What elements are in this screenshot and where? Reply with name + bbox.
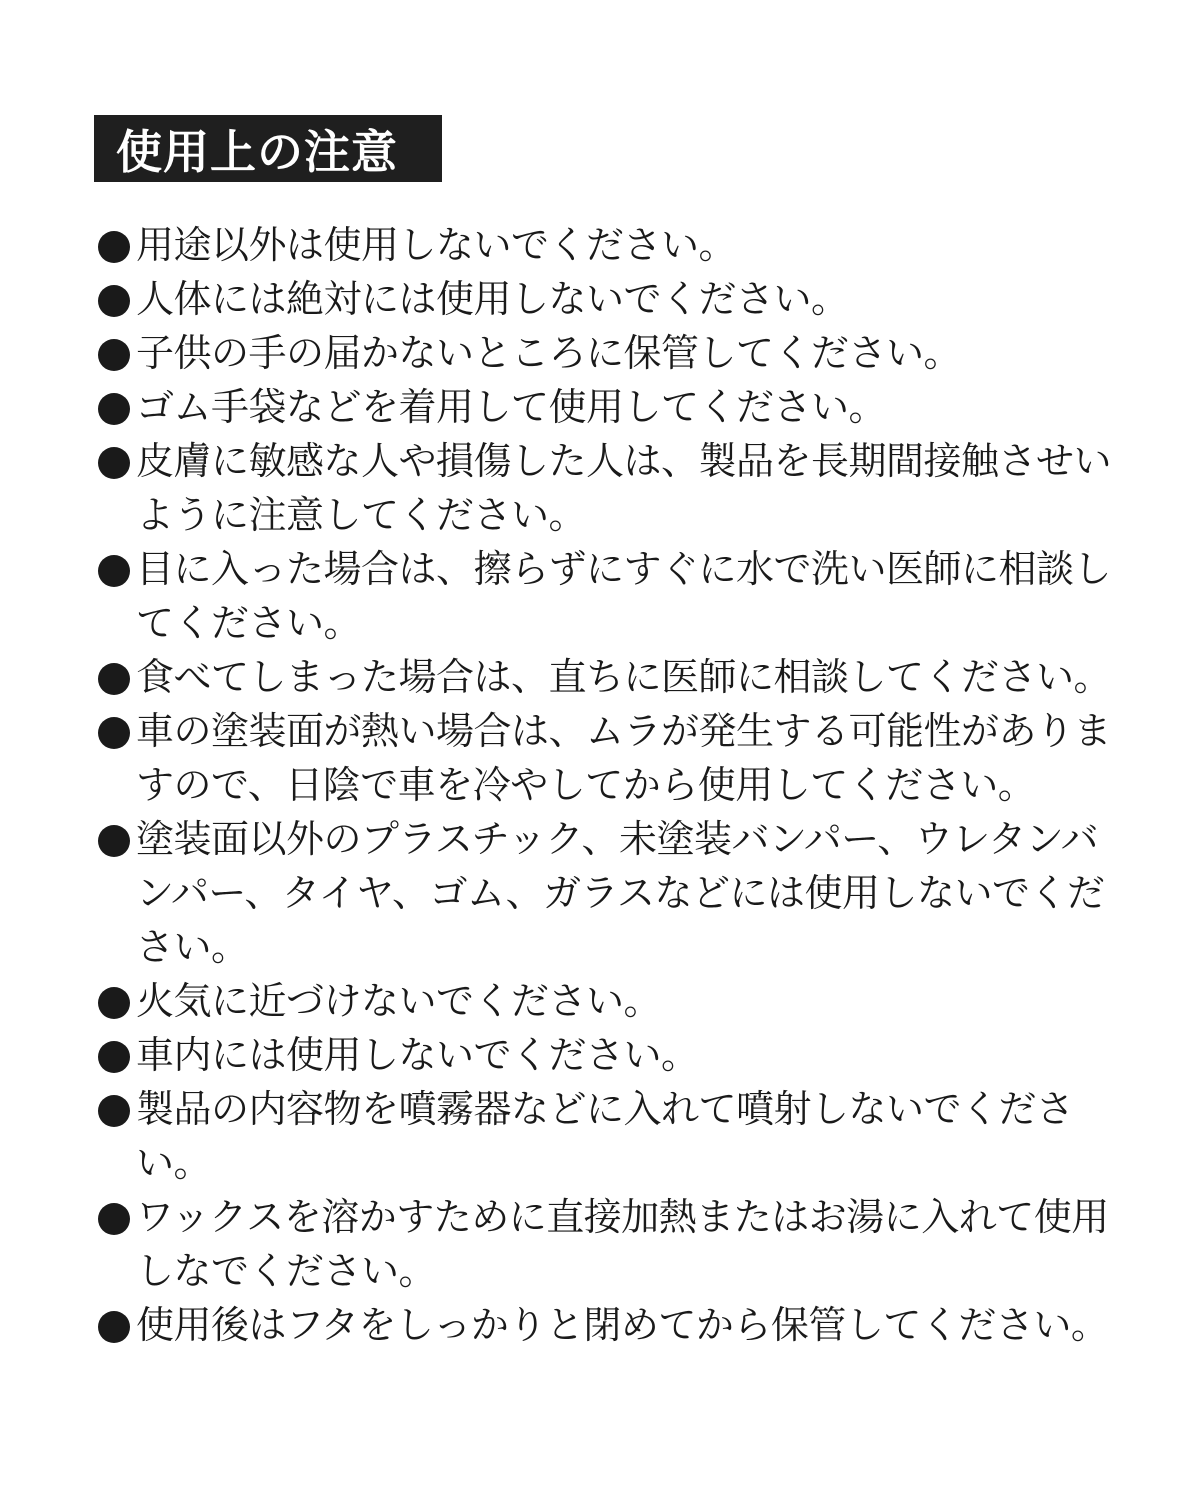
caution-item [96, 272, 1126, 326]
caution-item [96, 704, 1126, 812]
caution-text: 使用後はフタをしっかりと閉めてから保管してください。 [136, 1303, 1109, 1347]
caution-text: 火気に近づけないでください。 [136, 979, 662, 1023]
caution-item [96, 542, 1126, 650]
caution-item [96, 1298, 1126, 1352]
caution-item [96, 380, 1126, 434]
bullet-icon [98, 1203, 130, 1235]
section-title: 使用上の注意 [94, 115, 442, 182]
bullet-icon [98, 393, 130, 425]
caution-item [96, 326, 1126, 380]
bullet-icon [98, 1041, 130, 1073]
bullet-icon [98, 1311, 130, 1343]
bullet-icon [98, 987, 130, 1019]
caution-item [96, 812, 1126, 974]
caution-item [96, 1082, 1126, 1190]
caution-text: 車の塗装面が熱い場合は、ムラが発生する可能性がありますので、日陰で車を冷やしてから使用してください。 [136, 709, 1112, 807]
bullet-icon [98, 717, 130, 749]
caution-text: 子供の手の届かないところに保管してください。 [136, 331, 962, 375]
bullet-icon [98, 285, 130, 317]
bullet-icon [98, 1095, 130, 1127]
caution-text: 皮膚に敏感な人や損傷した人は、製品を長期間接触させいように注意してください。 [136, 439, 1112, 537]
bullet-icon [98, 447, 130, 479]
bullet-icon [98, 555, 130, 587]
bullet-icon [98, 231, 130, 263]
caution-item [96, 434, 1126, 542]
caution-text: 食べてしまった場合は、直ちに医師に相談してください。 [136, 655, 1112, 699]
caution-item [96, 218, 1126, 272]
caution-item [96, 1028, 1126, 1082]
caution-text: ゴム手袋などを着用して使用してください。 [136, 385, 887, 429]
bullet-icon [98, 825, 130, 857]
caution-text: 製品の内容物を噴霧器などに入れて噴射しないでください。 [136, 1087, 1074, 1185]
caution-list [96, 218, 1126, 1352]
caution-text: ワックスを溶かすために直接加熱またはお湯に入れて使用しなでください。 [136, 1195, 1109, 1293]
caution-text: 人体には絶対には使用しないでください。 [136, 277, 849, 321]
caution-text: 目に入った場合は、擦らずにすぐに水で洗い医師に相談してください。 [136, 547, 1112, 645]
caution-text: 用途以外は使用しないでください。 [136, 223, 737, 267]
caution-item [96, 650, 1126, 704]
caution-text: 車内には使用しないでください。 [136, 1033, 699, 1077]
caution-text: 塗装面以外のプラスチック、未塗装バンパー、ウレタンバンパー、タイヤ、ゴム、ガラスなどには使用しないでください。 [136, 817, 1105, 969]
bullet-icon [98, 663, 130, 695]
caution-item [96, 974, 1126, 1028]
bullet-icon [98, 339, 130, 371]
caution-item [96, 1190, 1126, 1298]
